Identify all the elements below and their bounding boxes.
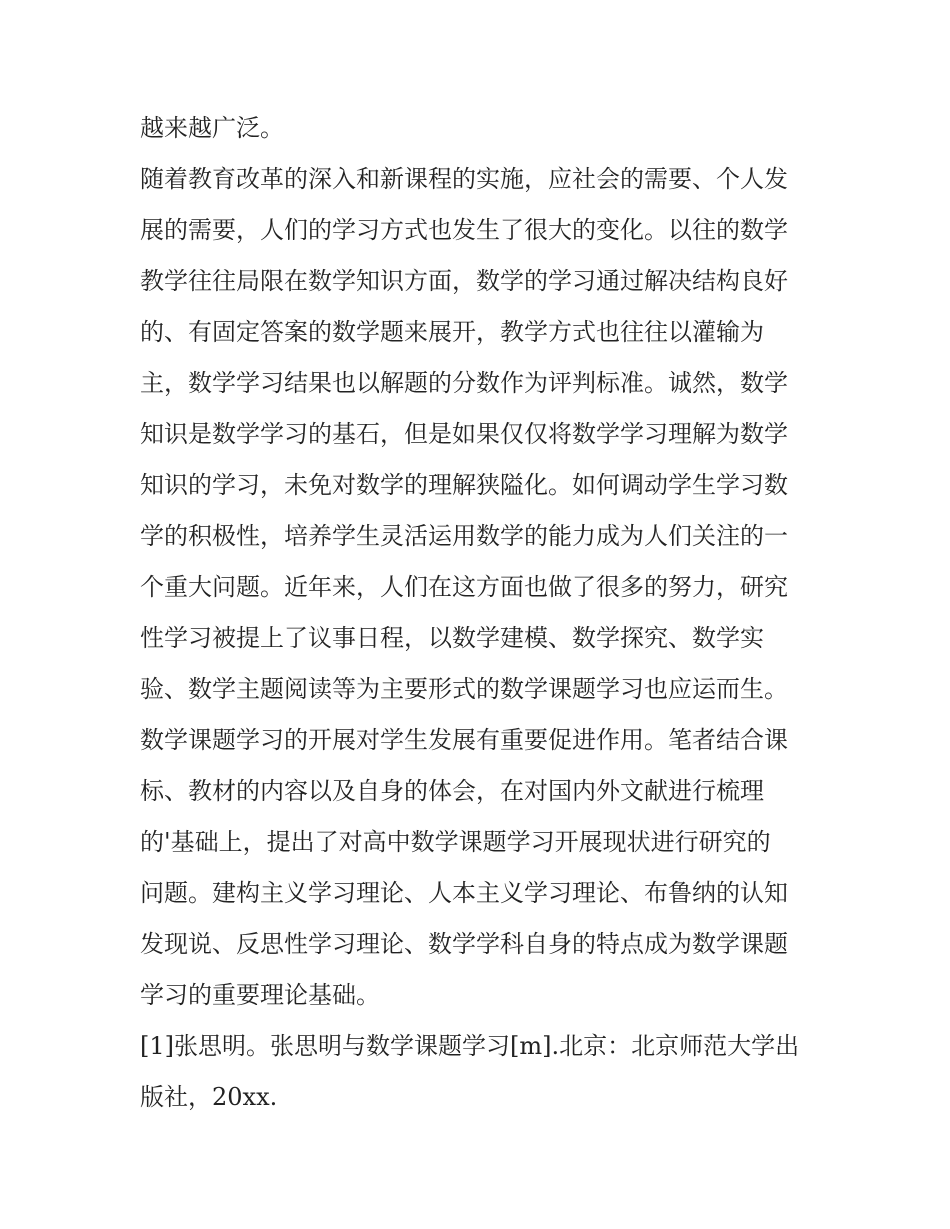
reference-line: 版社，20xx. [140, 1083, 278, 1111]
text-line: 学习的重要理论基础。 [140, 981, 380, 1009]
reference-line: [1]张思明。张思明与数学课题学习[m].北京：北京师范大学出 [140, 1032, 800, 1060]
text-line: 的'基础上，提出了对高中数学课题学习开展现状进行研究的 [140, 828, 771, 856]
text-line: 学的积极性，培养学生灵活运用数学的能力成为人们关注的一 [140, 522, 788, 550]
text-line: 主，数学学习结果也以解题的分数作为评判标准。诚然，数学 [140, 369, 788, 397]
text-line: 个重大问题。近年来，人们在这方面也做了很多的努力，研究 [140, 573, 788, 601]
text-line: 越来越广泛。 [140, 114, 284, 142]
text-line: 随着教育改革的深入和新课程的实施，应社会的需要、个人发 [140, 165, 788, 193]
text-line: 发现说、反思性学习理论、数学学科自身的特点成为数学课题 [140, 930, 788, 958]
text-line: 标、教材的内容以及自身的体会，在对国内外文献进行梳理 [140, 777, 764, 805]
text-line: 知识是数学学习的基石，但是如果仅仅将数学学习理解为数学 [140, 420, 788, 448]
text-line: 性学习被提上了议事日程，以数学建模、数学探究、数学实 [140, 624, 764, 652]
text-line: 展的需要，人们的学习方式也发生了很大的变化。以往的数学 [140, 216, 788, 244]
document-body [140, 103, 820, 1123]
text-line: 的、有固定答案的数学题来展开，教学方式也往往以灌输为 [140, 318, 764, 346]
text-line: 数学课题学习的开展对学生发展有重要促进作用。笔者结合课 [140, 726, 788, 754]
text-line: 问题。建构主义学习理论、人本主义学习理论、布鲁纳的认知 [140, 879, 788, 907]
text-line: 知识的学习，未免对数学的理解狭隘化。如何调动学生学习数 [140, 471, 788, 499]
text-line: 验、数学主题阅读等为主要形式的数学课题学习也应运而生。 [140, 675, 788, 703]
text-line: 教学往往局限在数学知识方面，数学的学习通过解决结构良好 [140, 267, 788, 295]
